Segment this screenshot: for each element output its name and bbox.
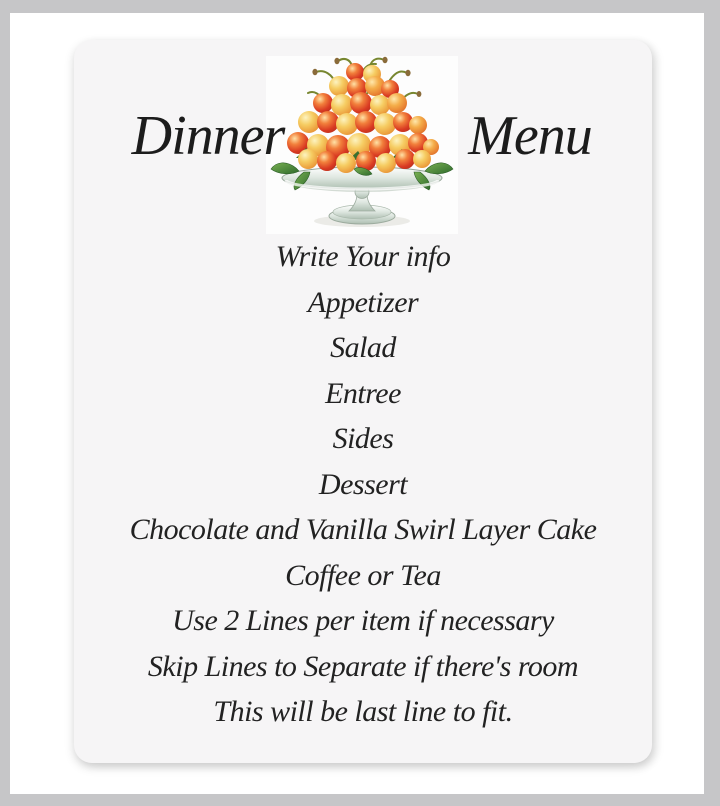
menu-line-appetizer: Appetizer: [307, 285, 419, 319]
menu-line-sides: Sides: [332, 422, 394, 455]
menu-lines: [74, 234, 652, 735]
menu-line-hint-3: This will be last line to fit.: [213, 695, 513, 728]
menu-line-hint-2: Skip Lines to Separate if there's room: [147, 649, 579, 683]
menu-line-salad: Salad: [330, 331, 396, 364]
menu-title: Menu: [468, 105, 592, 167]
fruit-bowl-svg: [266, 56, 458, 234]
menu-line-hint-1: Use 2 Lines per item if necessary: [172, 604, 554, 637]
menu-line-cake: Chocolate and Vanilla Swirl Layer Cake: [129, 513, 597, 546]
menu-line-dessert: Dessert: [318, 467, 408, 501]
menu-line-info: Write Your info: [275, 240, 451, 273]
menu-line-coffee: Coffee or Tea: [285, 558, 441, 592]
menu-line-entree: Entree: [325, 376, 401, 410]
fruit-bowl-illustration: [266, 56, 458, 234]
dinner-title: Dinner: [131, 105, 285, 167]
menu-plaque: [74, 40, 652, 763]
